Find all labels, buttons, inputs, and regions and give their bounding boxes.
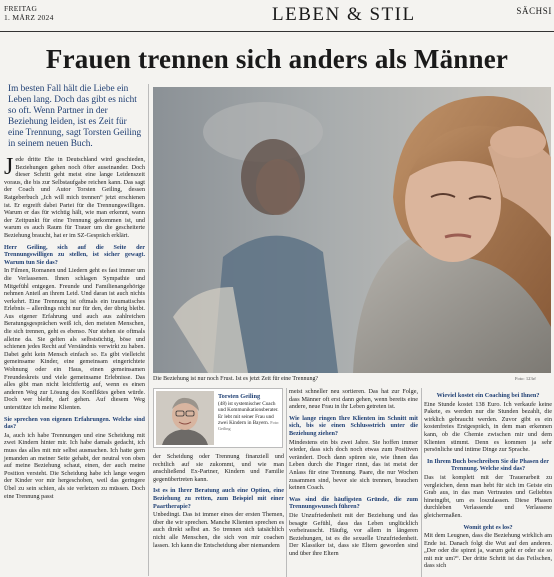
right-column [424, 388, 552, 571]
photo-illustration [153, 87, 551, 373]
answer-3-continued: meist schneller neu sortieren. Das hat zur Folge, dass Männer oft erst dann gehen, wenn bereits eine andere, neue Frau in ihr Leben getreten ist. [289, 388, 418, 411]
answer-5: Die Unzufriedenheit mit der Beziehung und das besagte Gefühl, dass das Leben unglücklich vorbeirauscht. Häufig, vor allem in längeren Beziehungen, ist es die sexuelle Unzufriedenheit. Der Klassiker ist, dass sie Eltern geworden sind und über ihre Eltern [289, 511, 418, 557]
question-4: Wie lange ringen Ihre Klienten im Schnitt mit sich, bis sie einen Schlussstrich unter die Beziehung ziehen? [289, 414, 418, 437]
author-bio [218, 401, 280, 432]
region-label: SÄCHSI [516, 6, 552, 16]
answer-7: Das ist komplett mit der Trauerarbeit zu vergleichen, denn man hebt für sich im Geiste ein Grab aus, in das man Vertrautes und Geliebtes hineingibt, um es loszulassen. Diese Phasen durchleben Verlassende und Verlassene gleichermaßen. [424, 473, 552, 519]
article-intro: Im besten Fall hält die Liebe ein Leben lang. Doch das gibt es nicht so oft. Wenn Partner in der Beziehung leiden, ist es Zeit für eine Trennung, sagt Torsten Geiling in seinem neuen Buch. [8, 84, 142, 149]
issue-date-line: 1. MÄRZ 2024 [4, 13, 54, 22]
middle-column-2 [289, 388, 418, 558]
opening-text: ede dritte Ehe in Deutschland wird geschieden, Beziehungen gehen noch öfter auseinander. Doch dieser Schritt geht meist eine lange Leidenszeit voraus, die bis zur Selbstaufgabe reichen kann. Das sagt der Coach und Autor Torsten Geiling, dessen Ratgeberbuch „Ich will mich trennen“ jetzt erschienen ist. Er ergreift dabei Partei für die Trennungswilligen. Warum er das für wichtig hält, wie man erkennt, wann der Zeitpunkt für eine Trennung gekommen ist, und warum es auch Raum für Trauer um die gescheiterte Beziehung braucht, hat er im SZ-Gespräch erklärt. [4, 156, 145, 239]
question-7: In Ihrem Buch beschreiben Sie die Phasen der Trennung. Welche sind das? [427, 457, 549, 473]
column-divider [421, 388, 422, 577]
question-5: Was sind die häufigsten Gründe, die zum Trennungswunsch führen? [289, 495, 418, 511]
question-8: Womit geht es los? [463, 523, 513, 531]
article-photo [153, 87, 551, 373]
answer-2: Ja, auch ich habe Trennungen und eine Scheidung mit zwei Kindern hinter mir. Ich habe damals gedacht, ich muss das alles mit mir selbst ausmachen. Ich hatte gern jemanden an meiner Seite gehabt, der neutral von oben auf meine Beziehung schaut, einen, der auch meine Position versteht. Die Scheidung habe ich lange wegen der Kinder vor mir hergeschoben, weil das geringere Übel zu sein schien, als sie verletzen zu müssen. Doch eine Trennung passt [4, 431, 145, 500]
question-2: Sie sprechen von eigenen Erfahrungen. Welche sind das? [4, 415, 145, 431]
article-headline: Frauen trennen sich anders als Männer [45, 44, 509, 74]
middle-column [153, 453, 284, 550]
left-column [4, 156, 145, 501]
question-3: Ist es in Ihrer Beratung auch eine Option, eine Beziehung zu retten, zum Beispiel mit einer Paartherapie? [153, 487, 284, 510]
answer-1: In Filmen, Romanen und Liedern geht es fast immer um die Verlassenen. Ihnen schlagen Sympathie und Mitgefühl entgegen. Freunde und Familienangehörige nehmen Anteil an ihrem Leid. Und daran ist auch nichts verkehrt. Eine Trennung ist oftmals ein traumatisches Erlebnis – allerdings nicht nur für den, der übrig bleibt. Aus eigener Erfahrung und auch aus zahlreichen Beratungsgesprächen weiß ich, den meisten Menschen, die sich trennen, geht es ebenso. Nur stehen sie oftmals alleine da. Sie gelten als selbstsüchtig, böse und schienen jedes Recht auf Verständnis verwirkt zu haben. Dabei geht kein Mensch einfach so. Es gibt vielleicht gemeinsame Kinder, eine gemeinsam eingerichtete Wohnung oder ein Haus, einen gemeinsamen Freundeskreis und viele gemeinsame Erlebnisse. Das alles gibt man nicht leichtfertig auf, wenn es einen anderen Weg zur Lösung des Konfliktes geben würde. Doch wer bleibt, darf gehen. Auf diesem Weg unterstütze ich meine Klienten. [4, 267, 145, 411]
dropcap: J [4, 154, 14, 180]
author-portrait [156, 391, 214, 445]
answer-3: Unbedingt. Das ist immer eines der ersten Themen, über die wir sprechen. Manche Klienten sprechen es auch direkt selbst an. So trennen sich tatsächlich nicht alle Menschen, die sich von mir coachen lassen. Ich kann die Entscheidung aber niemandem [153, 511, 284, 549]
question-1: Herr Geiling, sich auf die Seite der Trennungswilligen zu stellen, ist sicher gewagt. Warum tun Sie das? [4, 243, 145, 266]
answer-4: Mindestens ein bis zwei Jahre. Sie hoffen immer wieder, dass sich doch noch etwas zum Positiven verändert. Doch dann spüren sie, wie ihnen das Leben durch die Finger rinnt, das ist meist der Anlass für eine Trennung. Paare, die nur Wochen zusammen sind, bevor sie sich trennen, brauchen keinen Coach. [289, 438, 418, 492]
masthead [0, 0, 554, 32]
answer-8: Mit dem Leugnen, dass die Beziehung wirklich am Ende ist. Danach folgt die Wut auf den anderen. „Der oder die spinnt ja, warum geht er oder sie so mit mir um?“. Der dritte Schritt ist das Feilschen, dass sich [424, 532, 552, 570]
question-6: Wieviel kostet ein Coaching bei Ihnen? [436, 392, 540, 399]
answer-6: Eine Stunde kostet 138 Euro. Ich verkaufe keine Pakete, es werden nur die Stunden bezahlt, die wirklich gebraucht werden. Zuvor gibt es ein kostenfreies Erstgespräch, in dem man erkennen kann, ob die Chemie zwischen mir und dem Klienten stimmt. Denn es kommen ja sehr persönliche und intime Dinge zur Sprache. [424, 400, 552, 454]
author-photo-credit: Foto: Geiling [218, 419, 280, 432]
photo-caption: Die Beziehung ist nur noch Frust. Ist es jetzt Zeit für eine Trennung? [153, 376, 319, 382]
column-divider [286, 388, 287, 577]
author-box [153, 388, 283, 448]
opening-paragraph [4, 156, 145, 240]
answer-2-continued: der Scheidung oder Trennung finanziell und rechtlich auf sie zukommt, und wie man anschließend Ex-Partner, Kindern und Familie gegenübertreten kann. [153, 453, 284, 483]
photo-credit: Foto: 123rf [515, 376, 536, 381]
column-divider [148, 84, 149, 576]
issue-date [4, 4, 54, 22]
author-name: Torsten Geiling [218, 393, 261, 400]
section-title: LEBEN & STIL [272, 4, 416, 25]
issue-day: FREITAG [4, 4, 38, 13]
author-bio-text: (48) ist systemischer Coach und Kommunikationsberater. Er lebt mit seiner Frau und zwei Kindern in Bayern. [218, 401, 279, 426]
